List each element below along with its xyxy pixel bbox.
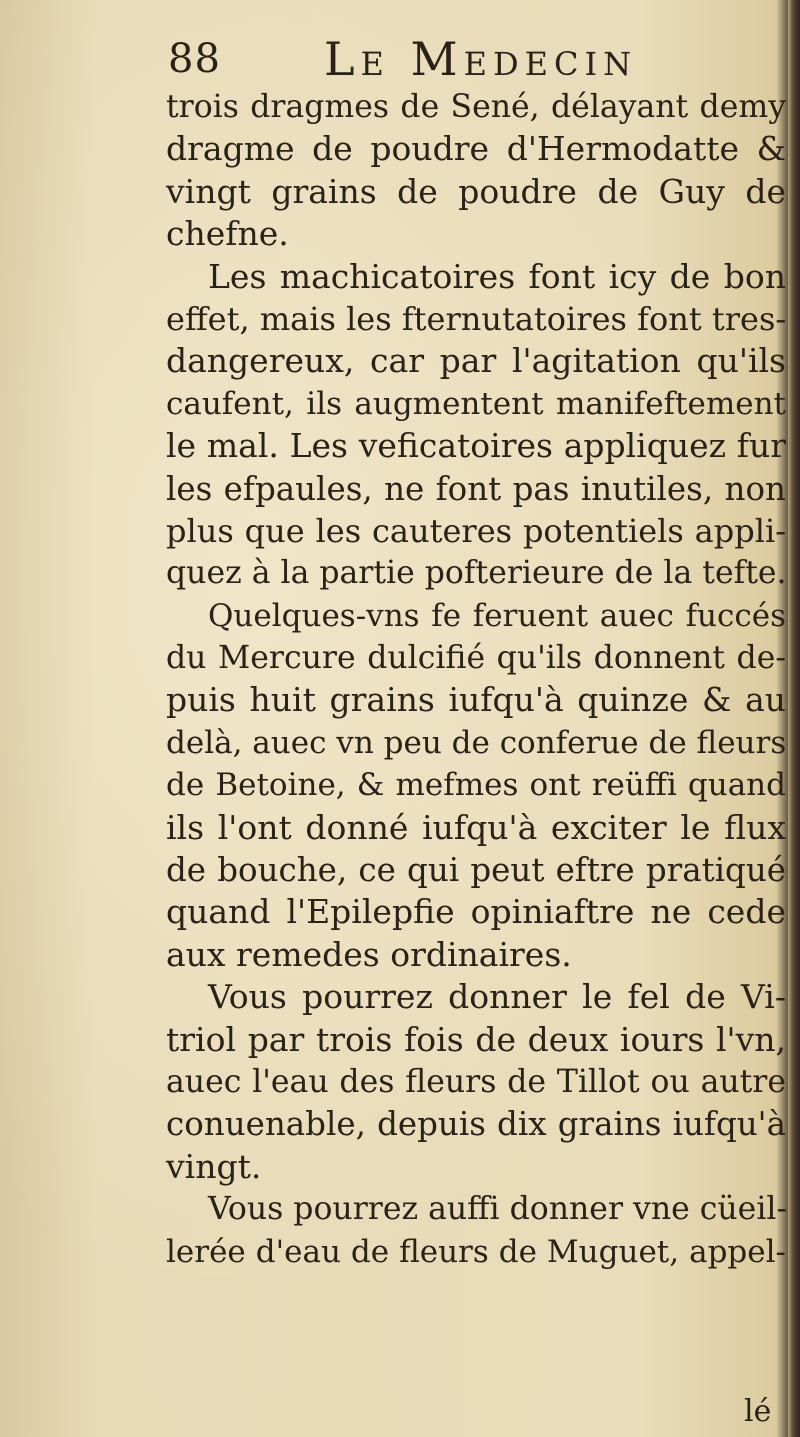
- text-line: trois dragmes de Sené, délayant demy: [166, 89, 786, 125]
- text-line: de Betoine, & mefmes ont reüffi quand: [166, 767, 786, 804]
- text-line: delà, auec vn peu de conferue de fleurs: [166, 724, 787, 761]
- text-line: chefne.: [166, 214, 289, 254]
- catchword: lé: [744, 1394, 772, 1429]
- text-line: dragme de poudre d'Hermodatte &: [166, 129, 786, 169]
- text-line: quez à la partie pofterieure de la tefte.: [166, 555, 787, 592]
- text-line: aux remedes ordinaires.: [166, 934, 572, 974]
- text-line: dangereux, car par l'agitation qu'ils: [166, 341, 786, 381]
- text-line: plus que les cauteres potentiels appli-: [166, 511, 786, 550]
- text-line: conuenable, depuis dix grains iufqu'à: [166, 1105, 786, 1144]
- text-line: vingt.: [166, 1146, 262, 1186]
- page-number: 88: [168, 36, 221, 82]
- text-line: Vous pourrez donner le fel de Vi-: [208, 977, 786, 1017]
- text-line: triol par trois fois de deux iours l'vn,: [166, 1019, 786, 1059]
- text-line: du Mercure dulcifié qu'ils donnent de-: [166, 640, 786, 677]
- text-line: ils l'ont donné iufqu'à exciter le flux: [166, 807, 786, 847]
- text-line: lerée d'eau de fleurs de Muguet, appel-: [166, 1233, 786, 1270]
- text-line: Quelques-vns fe feruent auec fuccés: [208, 597, 786, 634]
- text-line: auec l'eau des fleurs de Tillot ou autre: [166, 1063, 786, 1100]
- text-line: Les machicatoires font icy de bon: [208, 256, 786, 296]
- text-line: puis huit grains iufqu'à quinze & au: [166, 680, 786, 720]
- text-line: de bouche, ce qui peut eftre pratiqué: [166, 851, 786, 890]
- text-line: effet, mais les fternutatoires font tres-: [166, 299, 787, 338]
- text-line: vingt grains de poudre de Guy de: [166, 171, 786, 211]
- text-line: les efpaules, ne font pas inutiles, non: [166, 469, 786, 508]
- text-line: le mal. Les veficatoires appliquez fur: [166, 426, 786, 466]
- text-line: Vous pourrez auffi donner vne cüeil-: [208, 1191, 788, 1228]
- text-line: caufent, ils augmentent manifeftement: [166, 385, 786, 422]
- running-title: Le Medecin: [324, 32, 638, 86]
- body-text: [166, 86, 786, 1273]
- book-gutter-edge: [788, 0, 800, 1437]
- text-line: quand l'Epilepfie opiniaftre ne cede: [166, 892, 786, 932]
